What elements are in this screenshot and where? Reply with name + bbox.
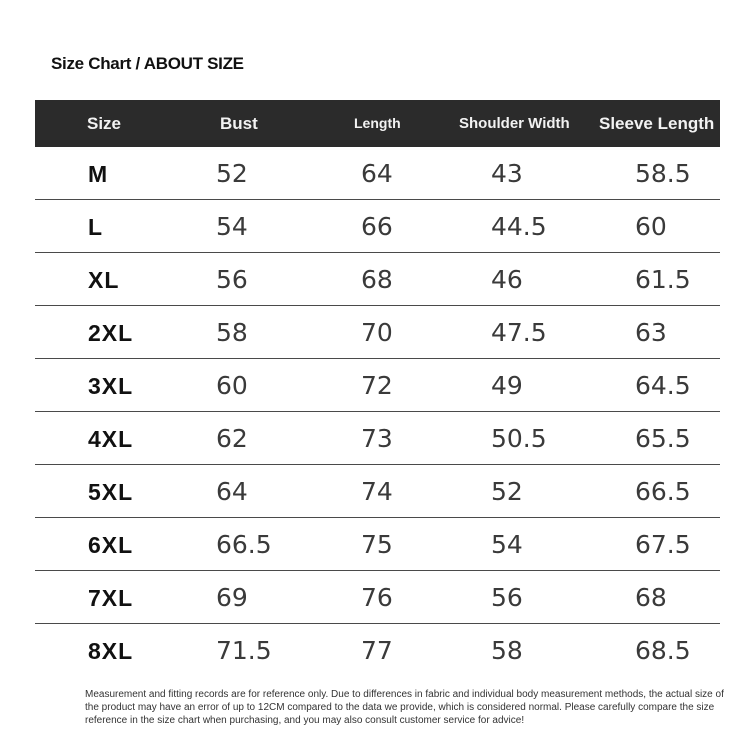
cell-shoulder-width: 54 — [491, 530, 523, 559]
cell-shoulder-width: 43 — [491, 159, 523, 188]
cell-sleeve-length: 66.5 — [635, 477, 691, 506]
cell-size: 7XL — [88, 585, 134, 611]
cell-bust: 71.5 — [216, 636, 272, 665]
header-length: Length — [354, 115, 401, 131]
table-body — [35, 147, 720, 676]
cell-bust: 52 — [216, 159, 248, 188]
header-shoulder-width: Shoulder Width — [459, 115, 570, 132]
cell-length: 70 — [361, 318, 393, 347]
cell-shoulder-width: 52 — [491, 477, 523, 506]
cell-length: 77 — [361, 636, 393, 665]
cell-bust: 66.5 — [216, 530, 272, 559]
cell-sleeve-length: 61.5 — [635, 265, 691, 294]
cell-sleeve-length: 67.5 — [635, 530, 691, 559]
cell-size: 4XL — [88, 426, 134, 452]
cell-shoulder-width: 58 — [491, 636, 523, 665]
cell-bust: 58 — [216, 318, 248, 347]
cell-length: 72 — [361, 371, 393, 400]
cell-bust: 56 — [216, 265, 248, 294]
header-size: Size — [87, 114, 122, 133]
cell-sleeve-length: 60 — [635, 212, 667, 241]
measurement-note: Measurement and fitting records are for reference only. Due to differences in fabric and individual body measurement methods, the actual size of the product may have an error of up to 12CM compared to the data we provide, which is considered normal. Please carefully compare the size reference in the size chart when purchasing, and you may also consult customer service for advice! — [85, 689, 724, 726]
table-row — [35, 412, 720, 465]
page-title: Size Chart / ABOUT SIZE — [51, 54, 244, 73]
cell-shoulder-width: 49 — [491, 371, 523, 400]
table-row — [35, 465, 720, 518]
header-sleeve-length: Sleeve Length — [599, 114, 715, 133]
cell-length: 73 — [361, 424, 393, 453]
cell-sleeve-length: 58.5 — [635, 159, 691, 188]
cell-size: 3XL — [88, 373, 134, 399]
cell-shoulder-width: 56 — [491, 583, 523, 612]
cell-sleeve-length: 65.5 — [635, 424, 691, 453]
table-header — [35, 100, 720, 147]
size-table — [35, 100, 720, 676]
cell-length: 66 — [361, 212, 393, 241]
cell-bust: 54 — [216, 212, 248, 241]
cell-size: 2XL — [88, 320, 134, 346]
cell-sleeve-length: 68 — [635, 583, 667, 612]
cell-shoulder-width: 47.5 — [491, 318, 547, 347]
cell-length: 75 — [361, 530, 393, 559]
cell-length: 64 — [361, 159, 393, 188]
cell-length: 68 — [361, 265, 393, 294]
cell-size: XL — [88, 267, 120, 293]
table-row — [35, 624, 720, 676]
table-row — [35, 200, 720, 253]
cell-sleeve-length: 64.5 — [635, 371, 691, 400]
table-row — [35, 359, 720, 412]
table-row — [35, 253, 720, 306]
cell-shoulder-width: 50.5 — [491, 424, 547, 453]
cell-shoulder-width: 44.5 — [491, 212, 547, 241]
cell-sleeve-length: 68.5 — [635, 636, 691, 665]
cell-size: L — [88, 214, 104, 240]
cell-size: 6XL — [88, 532, 134, 558]
table-row — [35, 306, 720, 359]
cell-shoulder-width: 46 — [491, 265, 523, 294]
cell-size: 8XL — [88, 638, 134, 664]
cell-length: 74 — [361, 477, 393, 506]
table-row — [35, 147, 720, 200]
cell-sleeve-length: 63 — [635, 318, 667, 347]
header-bust: Bust — [220, 114, 258, 133]
cell-bust: 69 — [216, 583, 248, 612]
table-row — [35, 518, 720, 571]
table-row — [35, 571, 720, 624]
cell-size: 5XL — [88, 479, 134, 505]
cell-bust: 62 — [216, 424, 248, 453]
cell-bust: 64 — [216, 477, 248, 506]
cell-size: M — [88, 161, 109, 187]
cell-bust: 60 — [216, 371, 248, 400]
cell-length: 76 — [361, 583, 393, 612]
